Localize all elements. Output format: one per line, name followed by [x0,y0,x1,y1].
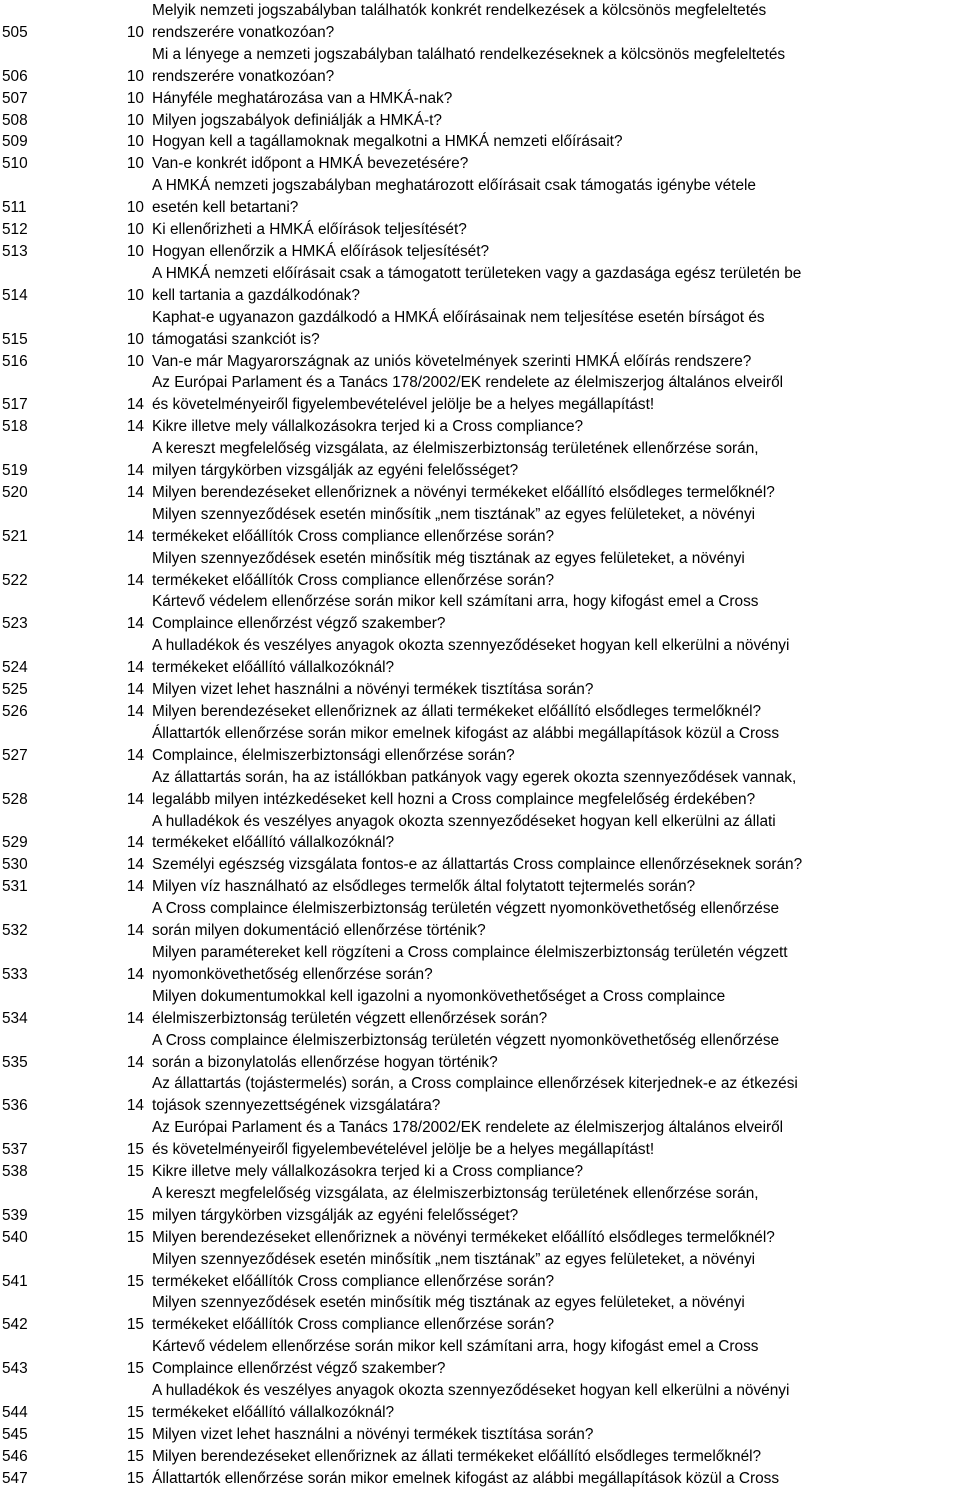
table-row [0,986,960,1030]
question-text [148,876,960,898]
question-line: termékeket előállító vállalkozóknál? [152,1404,395,1421]
chapter-number: 14 [126,1009,144,1027]
chapter-number: 14 [126,483,144,501]
question-line: nyomonkövethetőség ellenőrzése során? [152,965,433,983]
question-line: Hányféle meghatározása van a HMKÁ-nak? [152,89,453,107]
question-text [148,1446,960,1468]
chapter-number: 15 [126,1447,144,1465]
question-line: Milyen szennyeződések esetén minősítik „nem tisztának” az egyes felületeket, a növényi [152,1250,756,1268]
table-row [0,1227,960,1249]
question-text [148,307,960,351]
table-row [0,1468,960,1490]
question-number: 542 [2,1316,28,1334]
question-text [148,986,960,1030]
question-text [148,131,960,153]
question-line: A HMKÁ nemzeti előírásait csak a támogatott területeken vagy a gazdasága egész területén be [152,264,802,282]
chapter-number: 10 [126,133,144,151]
question-line: Milyen berendezéseket ellenőriznek az állati termékeket előállító elsődleges termelőknél? [152,703,762,720]
question-number: 505 [2,23,28,41]
question-number: 534 [2,1009,28,1027]
question-line: A HMKÁ nemzeti jogszabályban meghatározott előírásait csak támogatás igénybe vétele [152,177,756,195]
question-line: Milyen szennyeződések esetén minősítik „nem tisztának” az egyes felületeket, a növényi [152,505,756,523]
chapter-number: 15 [126,1360,144,1378]
question-text [148,1227,960,1249]
chapter-number: 14 [126,1053,144,1071]
table-row [0,854,960,876]
question-line: termékeket előállítók Cross compliance ellenőrzése során? [152,527,555,545]
question-text [148,1183,960,1227]
question-number: 510 [2,155,28,173]
question-text [148,88,960,110]
question-number: 517 [2,396,28,414]
chapter-number: 15 [126,1404,144,1421]
table-row [0,153,960,175]
question-text [148,219,960,241]
question-number: 509 [2,133,28,151]
question-text [148,1336,960,1380]
question-text [148,1073,960,1117]
question-text [148,482,960,504]
chapter-number: 14 [126,615,144,633]
question-line: Milyen szennyeződések esetén minősítik még tisztának az egyes felületeket, a növényi [152,549,745,567]
table-row [0,1183,960,1227]
question-number: 515 [2,330,28,348]
question-line: Milyen vizet lehet használni a növényi termékek tisztítása során? [152,681,594,699]
question-line: termékeket előállítók Cross compliance ellenőrzése során? [152,1272,555,1290]
table-row [0,723,960,767]
question-text [148,416,960,438]
chapter-number: 10 [126,155,144,173]
question-number: 538 [2,1163,28,1181]
question-text [148,942,960,986]
chapter-number: 14 [126,965,144,983]
chapter-number: 15 [126,1425,144,1443]
table-row [0,767,960,811]
table-row [0,131,960,153]
chapter-number: 14 [126,878,144,896]
chapter-number: 14 [126,571,144,589]
table-row [0,1292,960,1336]
question-number: 532 [2,922,28,940]
question-line: Complaince, élelmiszerbiztonsági ellenőrzése során? [152,746,515,764]
question-number: 530 [2,856,28,874]
question-number: 514 [2,286,28,304]
chapter-number: 10 [126,352,144,370]
question-line: esetén kell betartani? [152,199,299,217]
chapter-number: 15 [126,1316,144,1334]
question-line: Kaphat-e ugyanazon gazdálkodó a HMKÁ előírásainak nem teljesítése esetén bírságot és [152,308,765,326]
chapter-number: 14 [126,1097,144,1115]
table-row [0,110,960,132]
question-line: milyen tárgykörben vizsgálják az egyéni felelősséget? [152,462,519,480]
question-number: 536 [2,1097,28,1115]
question-line: Milyen víz használható az elsődleges termelők által folytatott tejtermelés során? [152,878,696,896]
table-row [0,635,960,679]
question-text [148,701,960,723]
question-line: Személyi egészség vizsgálata fontos-e az állattartás Cross complaince ellenőrzéseknek során? [152,856,803,874]
question-line: legalább milyen intézkedéseket kell hozni a Cross complaince megfelelőség érdekében? [152,790,756,808]
question-text [148,110,960,132]
chapter-number: 10 [126,330,144,348]
table-row [0,241,960,263]
question-text [148,548,960,592]
question-line: A Cross complaince élelmiszerbiztonság területén végzett nyomonkövethetőség ellenőrzése [152,900,780,918]
question-line: Milyen szennyeződések esetén minősítik még tisztának az egyes felületeket, a növényi [152,1294,745,1312]
chapter-number: 14 [126,396,144,414]
question-text [148,767,960,811]
question-line: Hogyan ellenőrzik a HMKÁ előírások teljesítését? [152,242,490,260]
question-text [148,0,960,44]
chapter-number: 10 [126,199,144,217]
chapter-number: 14 [126,790,144,808]
question-text [148,1292,960,1336]
question-text [148,44,960,88]
chapter-number: 10 [126,221,144,239]
question-text [148,1468,960,1490]
question-line: Milyen berendezéseket ellenőriznek az állati termékeket előállító elsődleges termelőknél? [152,1447,762,1465]
table-row [0,219,960,241]
question-line: rendszerére vonatkozóan? [152,67,335,85]
question-number: 525 [2,681,28,699]
table-row [0,438,960,482]
question-line: termékeket előállítók Cross compliance ellenőrzése során? [152,571,555,589]
question-number: 546 [2,1447,28,1465]
question-text [148,504,960,548]
question-line: Ki ellenőrizheti a HMKÁ előírások teljesítését? [152,221,467,239]
question-line: Kártevő védelem ellenőrzése során mikor kell számítani arra, hogy kifogást emel a Cross [152,593,759,611]
table-row [0,88,960,110]
chapter-number: 15 [126,1272,144,1290]
question-text [148,175,960,219]
question-text [148,1380,960,1424]
table-row [0,591,960,635]
table-row [0,811,960,855]
question-line: rendszerére vonatkozóan? [152,23,335,41]
chapter-number: 14 [126,856,144,874]
question-text [148,1249,960,1293]
question-text [148,1424,960,1446]
question-text [148,351,960,373]
question-number: 516 [2,352,28,370]
chapter-number: 14 [126,703,144,720]
chapter-number: 14 [126,746,144,764]
question-line: Complaince ellenőrzést végző szakember? [152,1360,446,1378]
question-text [148,635,960,679]
question-number: 508 [2,111,28,129]
question-line: A hulladékok és veszélyes anyagok okozta szennyeződéseket hogyan kell elkerülni az állati [152,812,776,830]
question-line: Complaince ellenőrzést végző szakember? [152,615,446,633]
table-row [0,1424,960,1446]
question-line: A hulladékok és veszélyes anyagok okozta szennyeződéseket hogyan kell elkerülni a növényi [152,1382,790,1400]
question-text [148,854,960,876]
question-line: Milyen paramétereket kell rögzíteni a Cross complaince élelmiszerbiztonság területén végzett [152,943,788,961]
question-number: 529 [2,834,28,852]
table-row [0,1380,960,1424]
question-number: 524 [2,659,28,677]
table-row [0,44,960,88]
question-number: 507 [2,89,28,107]
chapter-number: 14 [126,418,144,436]
chapter-number: 15 [126,1141,144,1159]
question-line: Van-e konkrét időpont a HMKÁ bevezetésére? [152,155,469,173]
question-number: 512 [2,221,28,239]
table-row [0,504,960,548]
table-row [0,372,960,416]
question-line: során milyen dokumentáció ellenőrzése történik? [152,922,486,940]
question-line: Állattartók ellenőrzése során mikor emelnek kifogást az alábbi megállapítások közül a Cross [152,1469,780,1487]
question-line: és követelményeiről figyelembevételével jelölje be a helyes megállapítást! [152,1141,655,1159]
chapter-number: 15 [126,1163,144,1181]
question-line: Mi a lényege a nemzeti jogszabályban található rendelkezéseknek a kölcsönös megfeleltetés [152,45,786,63]
question-number: 545 [2,1425,28,1443]
question-line: élelmiszerbiztonság területén végzett ellenőrzések során? [152,1009,548,1027]
question-number: 506 [2,67,28,85]
table-row [0,263,960,307]
question-number: 527 [2,746,28,764]
chapter-number: 14 [126,659,144,677]
question-line: Kártevő védelem ellenőrzése során mikor kell számítani arra, hogy kifogást emel a Cross [152,1338,759,1356]
table-row [0,1117,960,1161]
table-row [0,307,960,351]
chapter-number: 14 [126,681,144,699]
question-text [148,438,960,482]
question-line: Az Európai Parlament és a Tanács 178/2002/EK rendelete az élelmiszerjog általános elveiről [152,1119,784,1137]
chapter-number: 10 [126,89,144,107]
question-line: Hogyan kell a tagállamoknak megalkotni a HMKÁ nemzeti előírásait? [152,133,623,151]
question-text [148,1117,960,1161]
question-number: 511 [2,199,27,217]
table-row [0,351,960,373]
chapter-number: 14 [126,834,144,852]
question-number: 537 [2,1141,28,1159]
question-text [148,811,960,855]
question-line: Állattartók ellenőrzése során mikor emelnek kifogást az alábbi megállapítások közül a Cross [152,724,780,742]
table-row [0,1446,960,1468]
question-text [148,153,960,175]
question-number: 543 [2,1360,28,1378]
question-number: 513 [2,242,28,260]
question-number: 547 [2,1469,28,1487]
chapter-number: 14 [126,462,144,480]
question-line: Milyen vizet lehet használni a növényi termékek tisztítása során? [152,1425,594,1443]
question-number: 522 [2,571,28,589]
question-line: Az állattartás során, ha az istállókban patkányok vagy egerek okozta szennyeződések vannak, [152,768,797,786]
question-number: 519 [2,462,28,480]
question-number: 540 [2,1228,28,1246]
question-text [148,679,960,701]
question-line: Van-e már Magyarországnak az uniós követelmények szerinti HMKÁ előírás rendszere? [152,352,752,370]
question-text [148,1161,960,1183]
chapter-number: 10 [126,67,144,85]
question-line: támogatási szankciót is? [152,330,320,348]
question-number: 533 [2,965,28,983]
chapter-number: 10 [126,111,144,129]
question-line: során a bizonylatolás ellenőrzése hogyan történik? [152,1053,498,1071]
question-text [148,372,960,416]
table-row [0,1073,960,1117]
table-row [0,679,960,701]
table-row [0,701,960,723]
question-line: Milyen jogszabályok definiálják a HMKÁ-t? [152,111,442,129]
chapter-number: 10 [126,242,144,260]
question-line: A kereszt megfelelőség vizsgálata, az élelmiszerbiztonság területének ellenőrzése során, [152,1184,759,1202]
chapter-number: 10 [126,23,144,41]
table-row [0,0,960,44]
chapter-number: 15 [126,1469,144,1487]
question-line: Az Európai Parlament és a Tanács 178/2002/EK rendelete az élelmiszerjog általános elveiről [152,374,784,392]
question-line: termékeket előállító vállalkozóknál? [152,834,395,852]
question-number: 518 [2,418,28,436]
chapter-number: 14 [126,922,144,940]
table-row [0,416,960,438]
question-line: Melyik nemzeti jogszabályban találhatók konkrét rendelkezések a kölcsönös megfeleltetés [152,2,767,19]
question-line: Milyen dokumentumokkal kell igazolni a nyomonkövethetőséget a Cross complaince [152,987,726,1005]
chapter-number: 10 [126,286,144,304]
question-line: A Cross complaince élelmiszerbiztonság területén végzett nyomonkövethetőség ellenőrzése [152,1031,780,1049]
chapter-number: 15 [126,1228,144,1246]
question-line: kell tartania a gazdálkodónak? [152,286,360,304]
question-line: termékeket előállítók Cross compliance ellenőrzése során? [152,1316,555,1334]
table-row [0,175,960,219]
table-row [0,482,960,504]
chapter-number: 15 [126,1206,144,1224]
table-row [0,942,960,986]
question-number: 535 [2,1053,28,1071]
question-number: 521 [2,527,28,545]
question-line: tojások szennyezettségének vizsgálatára? [152,1097,441,1115]
table-row [0,876,960,898]
question-line: és követelményeiről figyelembevételével jelölje be a helyes megállapítást! [152,396,655,414]
question-number: 539 [2,1206,28,1224]
question-number: 528 [2,790,28,808]
question-line: Milyen berendezéseket ellenőriznek a növényi termékeket előállító elsődleges termelőknél? [152,1228,775,1246]
table-row [0,1161,960,1183]
question-line: A hulladékok és veszélyes anyagok okozta szennyeződéseket hogyan kell elkerülni a növényi [152,637,790,655]
question-number: 541 [2,1272,28,1290]
question-text [148,591,960,635]
table-row [0,1336,960,1380]
question-number: 526 [2,703,28,720]
question-text [148,263,960,307]
table-row [0,1249,960,1293]
question-line: Az állattartás (tojástermelés) során, a Cross complaince ellenőrzések kiterjednek-e az étkezési [152,1075,798,1093]
table-row [0,548,960,592]
question-number: 531 [2,878,28,896]
question-line: termékeket előállító vállalkozóknál? [152,659,395,677]
question-line: Kikre illetve mely vállalkozásokra terjed ki a Cross compliance? [152,418,584,436]
table-row [0,1030,960,1074]
question-line: Kikre illetve mely vállalkozásokra terjed ki a Cross compliance? [152,1163,584,1181]
question-text [148,723,960,767]
question-line: Milyen berendezéseket ellenőriznek a növényi termékeket előállító elsődleges termelőknél? [152,483,775,501]
table-row [0,898,960,942]
question-text [148,241,960,263]
question-line: A kereszt megfelelőség vizsgálata, az élelmiszerbiztonság területének ellenőrzése során, [152,440,759,458]
chapter-number: 14 [126,527,144,545]
question-line: milyen tárgykörben vizsgálják az egyéni felelősséget? [152,1206,519,1224]
question-number: 544 [2,1404,28,1421]
question-text [148,1030,960,1074]
question-number: 523 [2,615,28,633]
question-number: 520 [2,483,28,501]
question-text [148,898,960,942]
